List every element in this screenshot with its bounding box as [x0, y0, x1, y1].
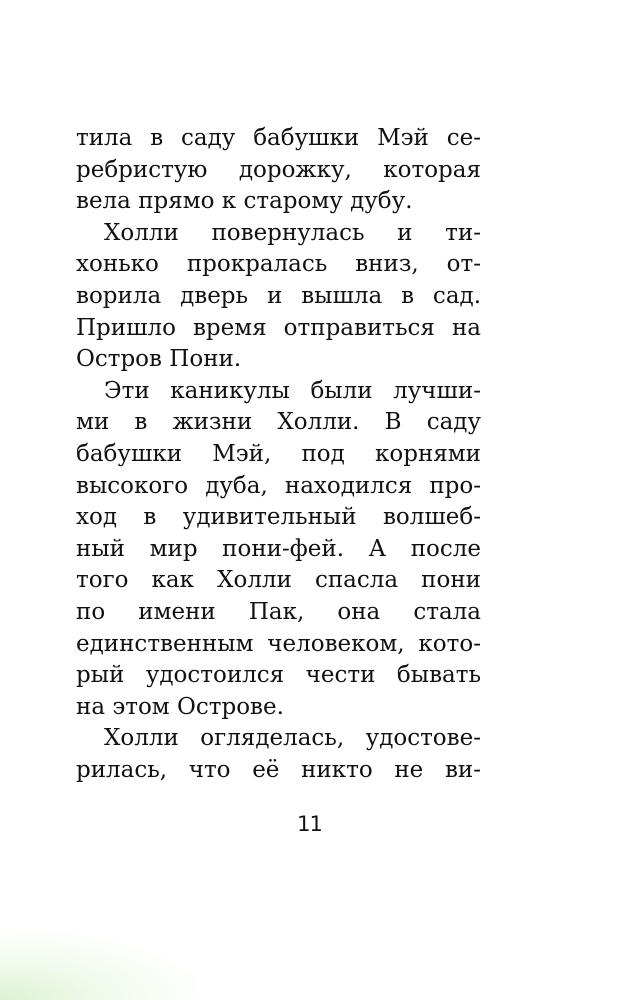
text-line: тила в саду бабушки Мэй се-	[76, 125, 481, 151]
text-line: Эти каникулы были лучши-	[104, 377, 481, 404]
text-line: Холли огляделась, удостове-	[104, 725, 481, 752]
text-line: Остров Пони.	[76, 346, 242, 373]
page-number: 11	[297, 812, 322, 836]
text-line: на этом Острове.	[76, 693, 284, 720]
text-line: рилась, что её никто не ви-	[76, 756, 481, 783]
text-line: высокого дуба, находился про-	[76, 472, 481, 499]
text-line: единственным человеком, кото-	[76, 630, 481, 657]
text-line: ход в удивительный волшеб-	[76, 504, 481, 531]
text-line: ми в жизни Холли. В саду	[76, 409, 481, 436]
text-line: рый удостоился чести бывать	[76, 662, 481, 689]
text-line: ребристую дорожку, которая	[76, 156, 481, 183]
text-line: Пришло время отправиться на	[76, 314, 481, 341]
text-line: ный мир пони-фей. А после	[76, 535, 481, 562]
body-text	[76, 123, 481, 786]
text-line: хонько прокралась вниз, от-	[76, 251, 481, 278]
corner-tint	[0, 930, 200, 1000]
text-line: вела прямо к старому дубу.	[76, 188, 413, 215]
text-line: того как Холли спасла пони	[76, 567, 481, 594]
text-line: бабушки Мэй, под корнями	[76, 440, 481, 467]
text-line: Холли повернулась и ти-	[104, 219, 481, 246]
text-line: ворила дверь и вышла в сад.	[76, 282, 481, 309]
text-line: по имени Пак, она стала	[76, 598, 481, 625]
